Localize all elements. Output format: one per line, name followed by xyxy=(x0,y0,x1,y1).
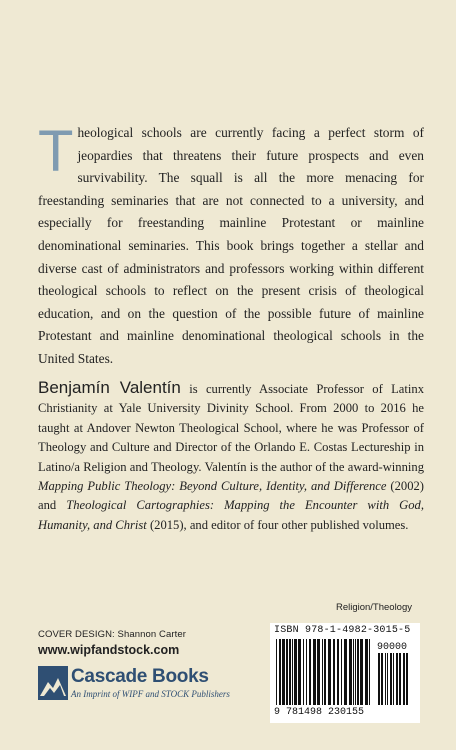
book-description xyxy=(38,119,424,371)
category-label: Religion/Theology xyxy=(335,602,412,613)
bio-text-3: (2015), and editor of four other published volumes. xyxy=(146,517,409,532)
bio-text-1: is currently Associate Professor of Latinx Christianity at Yale University Divinity School. From 2000 to 2016 he taught at Andover Newton Theological School, where he was Professor of Theology and Culture and Director of the Orlando E. Costas Lectureship in Latino/a Religion and Theology. Valentín is the author of the award-winning xyxy=(38,382,424,474)
mountain-logo-icon xyxy=(38,666,68,700)
publisher-name: Cascade Books xyxy=(71,666,209,687)
price-code: 90000 xyxy=(376,642,408,653)
ean-digits: 9 781498 230155 xyxy=(274,707,365,718)
isbn-label: ISBN 978-1-4982-3015-5 xyxy=(274,625,411,636)
publisher-tagline: An Imprint of WIPF and STOCK Publishers xyxy=(71,689,230,699)
barcode-bars xyxy=(274,639,416,705)
cover-design-credit: COVER DESIGN: Shannon Carter xyxy=(38,629,186,640)
publisher-website: www.wipfandstock.com xyxy=(38,643,180,657)
author-name: Benjamín Valentín xyxy=(38,378,181,397)
publisher-logo xyxy=(38,664,228,704)
bio-text-2: (2002) and xyxy=(38,479,424,513)
book-title-2: Theological Cartographies: Mapping the Encounter with God, Humanity, and Christ xyxy=(38,498,424,532)
description-text: heological schools are currently facing a perfect storm of jeopardies that threatens their future prospects and even survivability. The squall is all the more menacing for freestanding seminaries that are not connected to a university, and especially for freestanding mainline Protestant or mainline denominational seminaries. This book brings together a stellar and diverse cast of administrators and professors working within different theological schools to reflect on the present crisis of theological education, and on the question of the possible future of mainline Protestant and mainline denominational theological schools in the United States. xyxy=(38,125,424,366)
author-bio xyxy=(38,378,424,535)
barcode xyxy=(270,623,420,723)
book-title-1: Mapping Public Theology: Beyond Culture, Identity, and Difference xyxy=(38,479,387,494)
drop-cap: T xyxy=(38,119,74,184)
